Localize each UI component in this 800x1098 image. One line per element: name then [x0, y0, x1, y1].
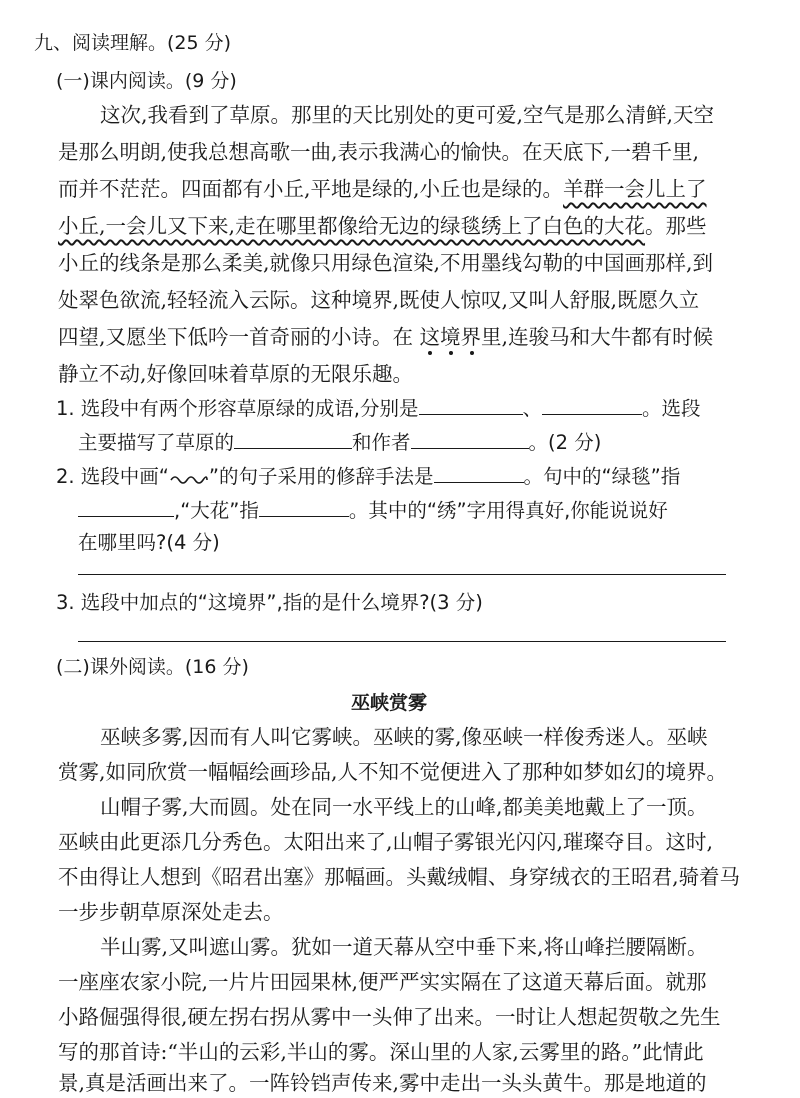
question-2-line-2: [78, 494, 668, 526]
wavy-underlined-sentence-start: 羊群一会儿上了: [563, 177, 707, 201]
q1-blank-1[interactable]: [419, 392, 523, 415]
q2-blank-2[interactable]: [78, 494, 174, 517]
q1-text-c: 主要描写了草原的: [78, 431, 235, 454]
part2-passage-line-3: 山帽子雾,大而圆。处在同一水平线上的山峰,都美美地戴上了一顶。: [100, 795, 708, 819]
wavy-underlined-sentence-end: 小丘,一会儿又下来,走在哪里都像给无边的绿毯绣上了白色的大花: [58, 214, 646, 238]
question-2-line-3: 在哪里吗?(4 分): [78, 531, 220, 554]
part1-line7-tail: 里,连骏马和大牛都有时候: [481, 325, 714, 349]
q2-text-b: ”的句子采用的修辞手法是: [208, 465, 434, 488]
q1-sep: 、: [522, 397, 543, 420]
q2-text-e: 。其中的“绣”字用得真好,你能说说好: [348, 499, 668, 522]
q1-text-a: 1. 选段中有两个形容草原绿的成语,分别是: [56, 397, 419, 420]
q1-blank-3[interactable]: [234, 426, 352, 449]
part1-line3-text: 而并不茫茫。四面都有小丘,平地是绿的,小丘也是绿的。: [58, 177, 564, 201]
question-2-line-1: [56, 460, 680, 492]
part1-passage-line-2: 是那么明朗,使我总想高歌一曲,表示我满心的愉快。在天底下,一碧千里,: [58, 140, 700, 164]
part1-heading: (一)课内阅读。(9 分): [56, 70, 237, 92]
part1-passage-line-7: [58, 322, 713, 352]
dotted-phrase-text: 这境界: [419, 325, 482, 349]
part2-passage-line-8: 一座座农家小院,一片片田园果林,便严严实实隔在了这道天幕后面。就那: [58, 970, 707, 994]
answer-line-q3[interactable]: [78, 641, 726, 642]
q2-text-d: ,“大花”指: [174, 499, 259, 522]
part2-passage-line-4: 巫峡由此更添几分秀色。太阳出来了,山帽子雾银光闪闪,璀璨夺目。这时,: [58, 830, 714, 854]
part1-line4-tail: 。那些: [645, 214, 707, 238]
part2-passage-line-6: 一步步朝草原深处走去。: [58, 900, 284, 924]
question-3: 3. 选段中加点的“这境界”,指的是什么境界?(3 分): [56, 591, 483, 614]
section-heading: 九、阅读理解。(25 分): [34, 32, 232, 54]
question-1-line-1: [56, 392, 701, 424]
q2-blank-1[interactable]: [434, 460, 524, 483]
part1-line7-head: 四望,又愿坐下低吟一首奇丽的小诗。在: [58, 325, 420, 349]
q1-blank-4[interactable]: [411, 426, 529, 449]
q1-text-d: 和作者: [352, 431, 411, 454]
q2-text-c: 。句中的“绿毯”指: [523, 465, 681, 488]
part1-passage-line-3: [58, 174, 707, 204]
emphasis-dots: [420, 351, 482, 357]
part1-passage-line-1: 这次,我看到了草原。那里的天比别处的更可爱,空气是那么清鲜,天空: [100, 103, 715, 127]
q2-blank-3[interactable]: [259, 494, 349, 517]
part1-passage-line-4: [58, 211, 707, 241]
q1-blank-2[interactable]: [542, 392, 642, 415]
part1-passage-line-6: 处翠色欲流,轻轻流入云际。这种境界,既使人惊叹,又叫人舒服,既愿久立: [58, 288, 700, 312]
part1-passage-line-8: 静立不动,好像回味着草原的无限乐趣。: [58, 362, 414, 386]
part2-passage-line-11: 景,真是活画出来了。一阵铃铛声传来,雾中走出一头头黄牛。那是地道的: [58, 1071, 707, 1095]
wavy-line-icon: [169, 471, 209, 485]
q1-text-e: 。(2 分): [528, 431, 602, 454]
part2-passage-line-10: 写的那首诗:“半山的云彩,半山的雾。深山里的人家,云雾里的路。”此情此: [58, 1040, 704, 1064]
part2-passage-line-5: 不由得让人想到《昭君出塞》那幅画。头戴绒帽、身穿绒衣的王昭君,骑着马: [58, 865, 740, 889]
part2-passage-line-2: 赏雾,如同欣赏一幅幅绘画珍品,人不知不觉便进入了那种如梦如幻的境界。: [58, 760, 728, 784]
part1-passage-line-5: 小丘的线条是那么柔美,就像只用绿色渲染,不用墨线勾勒的中国画那样,到: [58, 251, 714, 275]
q2-text-a: 2. 选段中画“: [56, 465, 169, 488]
article-title: 巫峡赏雾: [351, 692, 428, 714]
part2-passage-line-9: 小路倔强得很,硬左拐右拐从雾中一头伸了出来。一时让人想起贺敬之先生: [58, 1005, 721, 1029]
part2-heading: (二)课外阅读。(16 分): [56, 656, 249, 678]
answer-line-q2[interactable]: [78, 574, 726, 575]
part2-passage-line-7: 半山雾,又叫遮山雾。犹如一道天幕从空中垂下来,将山峰拦腰隔断。: [100, 935, 708, 959]
question-1-line-2: [78, 426, 601, 458]
part2-passage-line-1: 巫峡多雾,因而有人叫它雾峡。巫峡的雾,像巫峡一样俊秀迷人。巫峡: [100, 725, 708, 749]
dotted-phrase: [420, 325, 482, 349]
q1-text-b: 。选段: [642, 397, 701, 420]
